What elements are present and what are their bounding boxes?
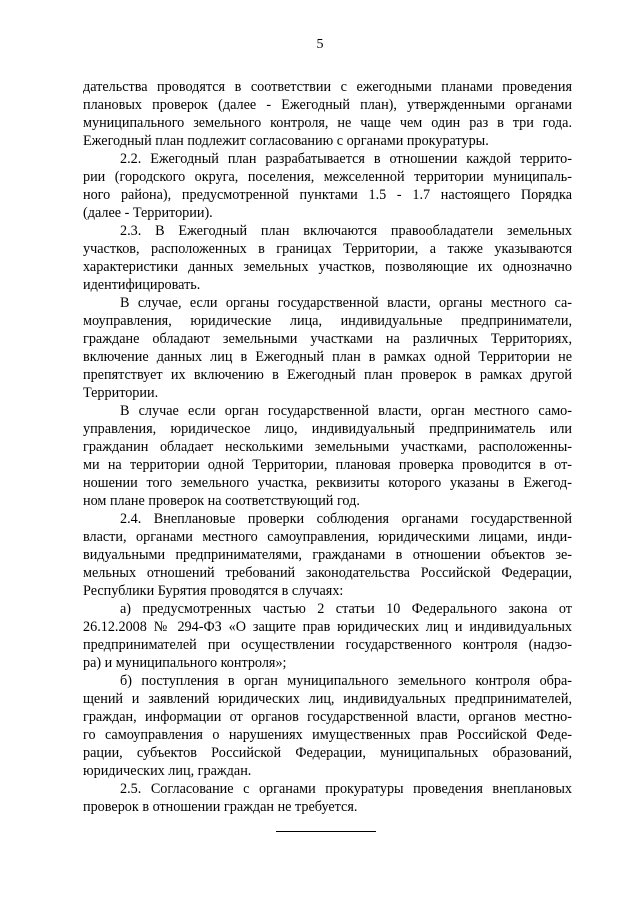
- text-line: Республики Бурятия проводятся в случаях:: [83, 583, 344, 599]
- text-line: го самоуправления о нарушениях имущественных прав Российской Феде-: [83, 727, 572, 743]
- text-line: ношении того земельного участка, реквизиты которого указаны в Ежегод-: [83, 475, 572, 491]
- text-line: рии (городского округа, поселения, межселенной территории муниципаль-: [83, 169, 572, 185]
- text-line: 2.4. Внеплановые проверки соблюдения органами государственной: [120, 511, 572, 527]
- text-line: В случае, если органы государственной власти, органы местного са-: [120, 295, 572, 311]
- text-line: управления, юридическое лицо, индивидуальный предприниматель или: [83, 421, 572, 437]
- text-line: препятствует их включению в Ежегодный план проверок в рамках другой: [83, 367, 572, 383]
- text-line: граждане обладают земельными участками на различных Территориях,: [83, 331, 572, 347]
- text-line: идентифицировать.: [83, 277, 201, 293]
- text-line: гражданин обладает несколькими земельными участками, расположенны-: [83, 439, 572, 455]
- text-line: 2.2. Ежегодный план разрабатывается в отношении каждой террито-: [120, 151, 572, 167]
- text-line: 2.5. Согласование с органами прокуратуры проведения внеплановых: [120, 781, 572, 797]
- text-line: участков, расположенных в границах Территории, а также указываются: [83, 241, 572, 257]
- text-line: б) поступления в орган муниципального земельного контроля обра-: [120, 673, 572, 689]
- text-line: Территории.: [83, 385, 159, 401]
- text-line: 2.3. В Ежегодный план включаются правообладатели земельных: [120, 223, 572, 239]
- text-line: плановых проверок (далее - Ежегодный план), утвержденными органами: [83, 97, 572, 113]
- text-line: Ежегодный план подлежит согласованию с органами прокуратуры.: [83, 133, 489, 149]
- text-line: юридических лиц, граждан.: [83, 763, 252, 779]
- text-line: ми на территории одной Территории, плановая проверка проводится в от-: [83, 457, 572, 473]
- text-line: ном плане проверок на соответствующий год.: [83, 493, 360, 509]
- text-line: муниципального земельного контроля, не чаще чем один раз в три года.: [83, 115, 572, 131]
- text-line: щений и заявлений юридических лиц, индивидуальных предпринимателей,: [83, 691, 572, 707]
- text-line: мельных отношений требований законодательства Российской Федерации,: [83, 565, 572, 581]
- text-line: рации, субъектов Российской Федерации, муниципальных образований,: [83, 745, 572, 761]
- text-line: граждан, информации от органов государственной власти, органов местно-: [83, 709, 572, 725]
- text-line: видуальными предпринимателями, гражданами в отношении объектов зе-: [83, 547, 572, 563]
- text-line: предпринимателей при осуществлении государственного контроля (надзо-: [83, 637, 572, 653]
- text-line: моуправления, юридические лица, индивидуальные предприниматели,: [83, 313, 572, 329]
- footer-divider: [276, 831, 376, 832]
- text-line: а) предусмотренных частью 2 статьи 10 Федерального закона от: [120, 601, 572, 617]
- text-line: 26.12.2008 № 294-ФЗ «О защите прав юридических лиц и индивидуальных: [83, 619, 572, 635]
- text-line: В случае если орган государственной власти, орган местного само-: [120, 403, 572, 419]
- text-line: дательства проводятся в соответствии с ежегодными планами проведения: [83, 79, 572, 95]
- text-line: включение данных лиц в Ежегодный план в рамках одной Территории не: [83, 349, 572, 365]
- text-line: характеристики данных земельных участков, позволяющие их однозначно: [83, 259, 572, 275]
- text-line: власти, органами местного самоуправления, юридическими лицами, инди-: [83, 529, 572, 545]
- text-line: (далее - Территории).: [83, 205, 213, 221]
- text-line: ного района), предусмотренной пунктами 1.5 - 1.7 настоящего Порядка: [83, 187, 572, 203]
- text-line: ра) и муниципального контроля»;: [83, 655, 287, 671]
- text-line: проверок в отношении граждан не требуется.: [83, 799, 358, 815]
- body-text: [83, 78, 572, 816]
- page-number: 5: [316, 37, 324, 52]
